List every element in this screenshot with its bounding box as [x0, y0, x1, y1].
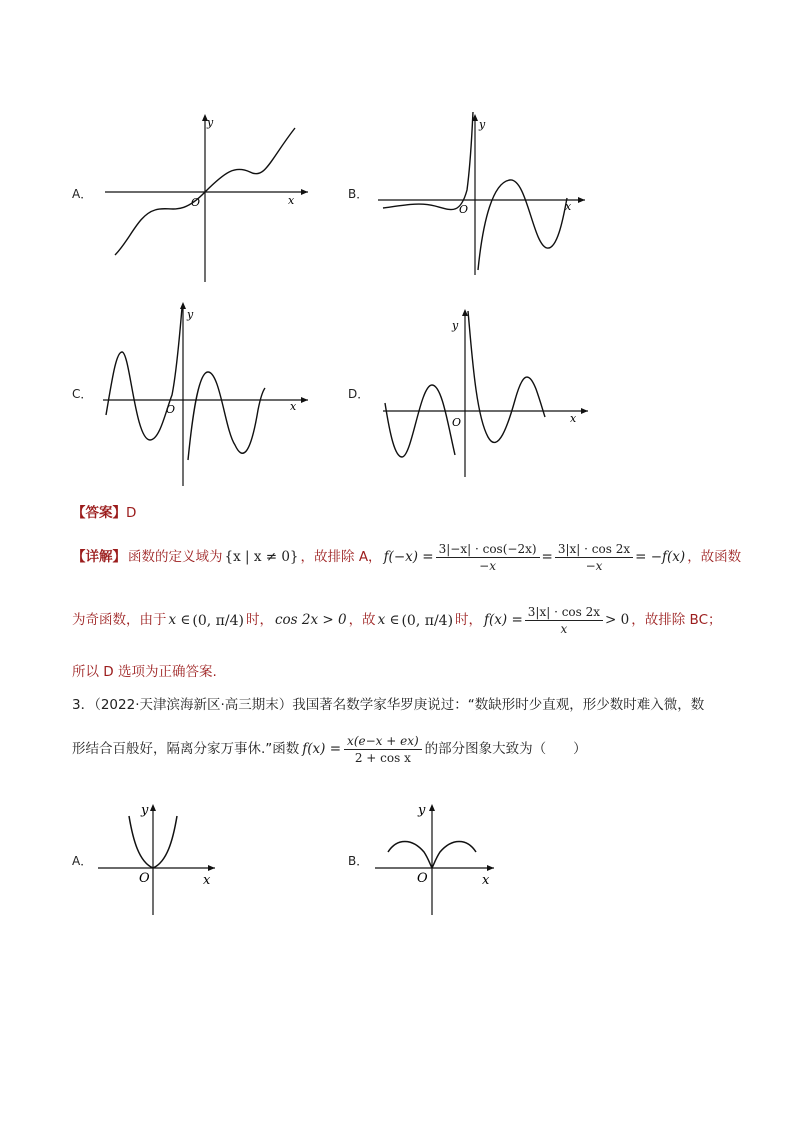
q3-fraction-numerator: x(e−x + ex)	[344, 735, 422, 750]
neg-f-x: = −f(x)	[635, 548, 686, 565]
option-d-graph	[380, 305, 595, 490]
fraction-2-numerator: 3|x| · cos 2x	[555, 543, 633, 558]
y-axis-label: y	[479, 118, 486, 131]
x-axis-label: x	[203, 873, 211, 888]
f-x: f(x) =	[484, 611, 523, 628]
detail-text-2a: 为奇函数，由于	[72, 611, 167, 628]
y-axis-label: y	[187, 308, 194, 321]
f-neg-x: f(−x) =	[383, 548, 434, 565]
x-axis-label: x	[482, 873, 490, 888]
origin-label: O	[459, 203, 469, 216]
detail-line-3: 所以 D 选项为正确答案.	[72, 664, 217, 680]
x-axis-label: x	[565, 200, 572, 213]
y-arrow	[429, 804, 435, 811]
y-arrow	[150, 804, 156, 811]
origin-label: O	[166, 403, 176, 416]
curve-right	[188, 372, 265, 460]
detail-text-2d: 时，	[455, 611, 483, 628]
answer-line	[72, 507, 136, 521]
option-b-graph	[375, 110, 590, 280]
x-arrow	[301, 397, 308, 403]
curve-left	[106, 308, 182, 440]
x-arrow	[208, 865, 215, 871]
q3-line-2	[72, 735, 587, 764]
x-in-1: x ∈	[168, 611, 191, 628]
option-a-label: A．	[72, 187, 93, 201]
q3-option-a-graph	[95, 800, 225, 920]
detail-line-1	[72, 543, 741, 572]
x-axis-label: x	[290, 400, 297, 413]
interval-1: (0, π/4)	[192, 612, 244, 629]
domain-set: {x | x ≠ 0}	[224, 548, 299, 565]
x-axis-label: x	[570, 412, 577, 425]
interval-2: (0, π/4)	[401, 612, 454, 629]
x-arrow	[301, 189, 308, 195]
y-axis-label: y	[418, 803, 426, 818]
q3-line-1	[72, 699, 704, 713]
curve-right	[468, 311, 545, 442]
x-in-2: x ∈	[377, 611, 400, 628]
x-arrow	[487, 865, 494, 871]
cos-positive: cos 2x > 0	[274, 611, 347, 628]
option-b-label: B．	[348, 187, 369, 201]
q3-option-b-graph	[372, 800, 502, 920]
q3-fraction	[344, 735, 422, 764]
fraction-2	[555, 543, 633, 572]
detail-text-2c: ，故	[348, 611, 376, 628]
detail-text-1c: ，故函数	[687, 548, 742, 565]
y-arrow	[462, 309, 468, 316]
q3-number: 3．	[72, 697, 95, 713]
option-c-label: C．	[72, 387, 93, 401]
origin-label: O	[452, 416, 462, 429]
x-axis-label: x	[288, 194, 295, 207]
y-axis-label: y	[452, 319, 459, 332]
x-arrow	[581, 408, 588, 414]
q3-text-3: 的部分图象大致为（ ）	[424, 740, 587, 757]
equals-sign: =	[541, 548, 553, 565]
curve-left	[385, 385, 455, 457]
option-c-graph	[100, 300, 315, 490]
fraction-1-numerator: 3|−x| · cos(−2x)	[436, 543, 540, 558]
answer-tag: 【答案】	[72, 505, 126, 521]
detail-text-1a: 函数的定义域为	[128, 548, 223, 565]
q3-fraction-denominator: 2 + cos x	[354, 751, 411, 765]
q3-text-2: 形结合百般好，隔离分家万事休.”函数	[72, 740, 300, 757]
curve-left	[383, 112, 473, 210]
fraction-3-numerator: 3|x| · cos 2x	[525, 606, 603, 621]
option-d-label: D．	[348, 387, 370, 401]
q3-text-1: 我国著名数学家华罗庚说过：“数缺形时少直观，形少数时难入微，数	[292, 697, 705, 713]
detail-tag: 【详解】	[72, 548, 126, 565]
y-axis-label: y	[207, 116, 214, 129]
origin-label: O	[139, 871, 150, 886]
y-axis-label: y	[141, 803, 149, 818]
fraction-2-denominator: −x	[585, 559, 603, 573]
detail-text-2b: 时，	[245, 611, 273, 628]
answer-value: D	[126, 505, 137, 521]
x-arrow	[578, 197, 585, 203]
curve-right	[478, 180, 567, 270]
origin-label: O	[417, 871, 428, 886]
fraction-1	[436, 543, 540, 572]
q3-source: （2022·天津滨海新区·高三期末）	[94, 697, 293, 713]
detail-text-1b: ，故排除 A，	[300, 548, 382, 565]
origin-label: O	[191, 196, 201, 209]
y-arrow	[180, 302, 186, 309]
greater-than-zero: > 0	[605, 611, 630, 628]
detail-line-2	[72, 606, 722, 635]
detail-text-2e: ，故排除 BC；	[631, 611, 722, 628]
option-a-graph	[100, 110, 315, 285]
q3-fx: f(x) =	[302, 740, 342, 757]
fraction-1-denominator: −x	[479, 559, 496, 573]
q3-option-a-label: A．	[72, 854, 93, 868]
fraction-3-denominator: x	[560, 622, 568, 636]
q3-option-b-label: B．	[348, 854, 369, 868]
fraction-3	[525, 606, 603, 635]
